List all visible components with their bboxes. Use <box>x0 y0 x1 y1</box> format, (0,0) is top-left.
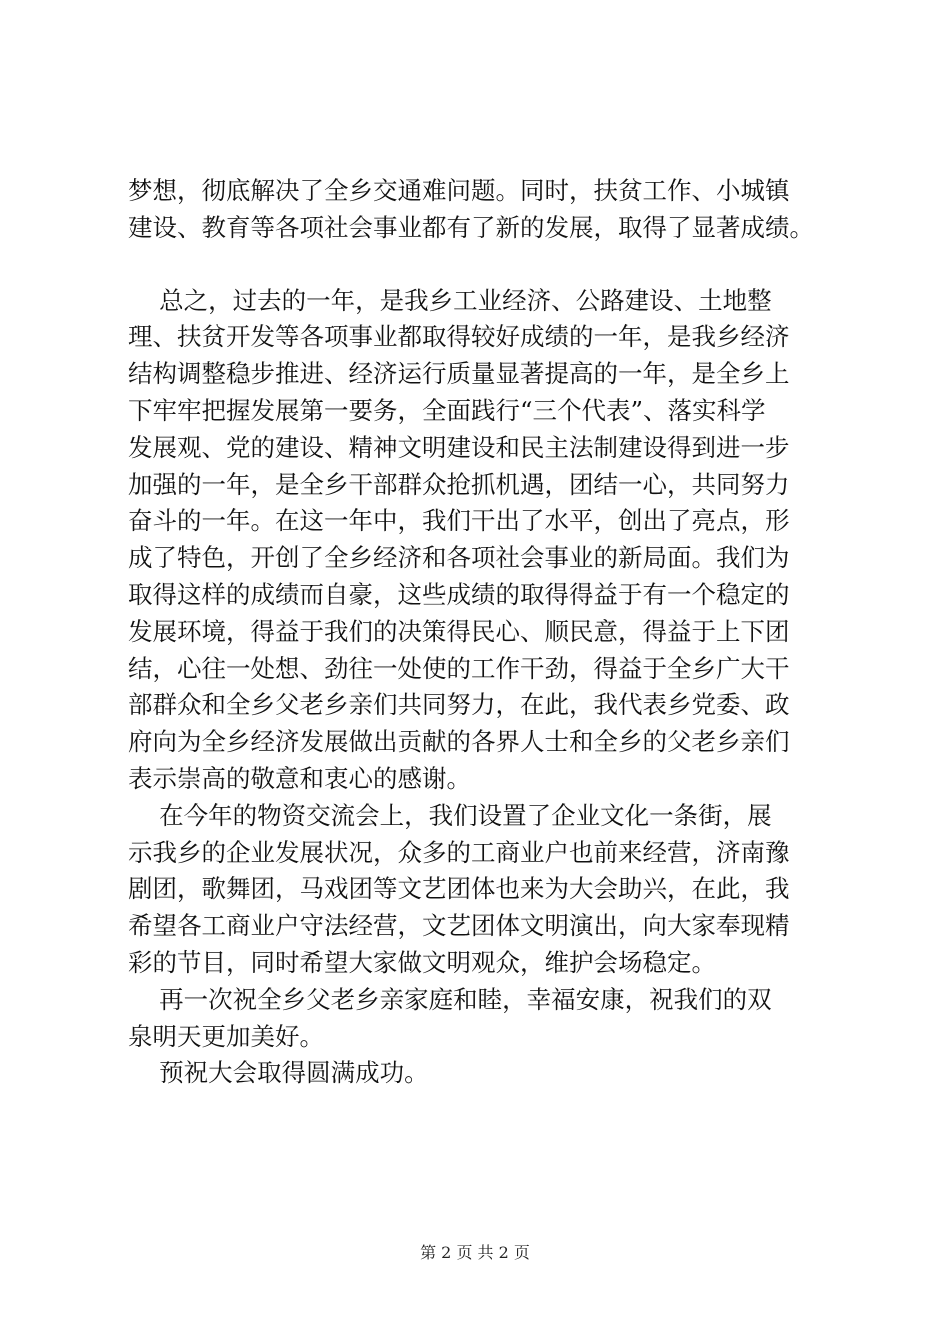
document-body <box>128 173 828 1092</box>
text-line: 希望各工商业户守法经营，文艺团体文明演出，向大家奉现精 <box>128 911 790 941</box>
text-line: 奋斗的一年。在这一年中，我们干出了水平，创出了亮点，形 <box>128 506 790 536</box>
text-line: 在今年的物资交流会上，我们设置了企业文化一条街，展 <box>128 800 772 830</box>
paragraph-2 <box>128 283 828 798</box>
text-line: 下牢牢把握发展第一要务，全面践行“三个代表”、落实科学 <box>128 395 766 425</box>
text-line: 泉明天更加美好。 <box>128 1021 324 1051</box>
paragraph-1 <box>128 173 828 247</box>
text-line: 部群众和全乡父老乡亲们共同努力，在此，我代表乡党委、政 <box>128 690 790 720</box>
text-line: 结，心往一处想、劲往一处使的工作干劲，得益于全乡广大干 <box>128 653 790 683</box>
text-line: 取得这样的成绩而自豪，这些成绩的取得得益于有一个稳定的 <box>128 579 790 609</box>
text-line: 彩的节目，同时希望大家做文明观众，维护会场稳定。 <box>128 947 716 977</box>
paragraph-3 <box>128 798 828 982</box>
text-line: 总之，过去的一年，是我乡工业经济、公路建设、土地整 <box>128 285 772 315</box>
text-line: 发展环境，得益于我们的决策得民心、顺民意，得益于上下团 <box>128 616 790 646</box>
paragraph-5 <box>128 1055 828 1092</box>
text-line: 发展观、党的建设、精神文明建设和民主法制建设得到进一步 <box>128 432 790 462</box>
text-line: 预祝大会取得圆满成功。 <box>128 1058 429 1088</box>
text-line: 成了特色，开创了全乡经济和各项社会事业的新局面。我们为 <box>128 543 790 573</box>
text-line: 府向为全乡经济发展做出贡献的各界人士和全乡的父老乡亲们 <box>128 727 790 757</box>
text-line: 示我乡的企业发展状况，众多的工商业户也前来经营，济南豫 <box>128 837 790 867</box>
text-line: 再一次祝全乡父老乡亲家庭和睦，幸福安康，祝我们的双 <box>128 984 772 1014</box>
text-line: 理、扶贫开发等各项事业都取得较好成绩的一年，是我乡经济 <box>128 322 790 352</box>
text-line: 梦想，彻底解决了全乡交通难问题。同时，扶贫工作、小城镇 <box>128 176 790 205</box>
paragraph-gap <box>128 247 828 283</box>
text-line: 加强的一年，是全乡干部群众抢抓机遇，团结一心，共同努力 <box>128 469 790 499</box>
text-line: 剧团，歌舞团，马戏团等文艺团体也来为大会助兴，在此，我 <box>128 874 790 904</box>
text-line: 表示崇高的敬意和衷心的感谢。 <box>128 763 471 793</box>
text-line: 建设、教育等各项社会事业都有了新的发展，取得了显著成绩。 <box>128 212 814 242</box>
paragraph-4 <box>128 982 828 1056</box>
page-number-footer: 第 2 页 共 2 页 <box>420 1243 530 1262</box>
text-line: 结构调整稳步推进、经济运行质量显著提高的一年，是全乡上 <box>128 359 790 389</box>
